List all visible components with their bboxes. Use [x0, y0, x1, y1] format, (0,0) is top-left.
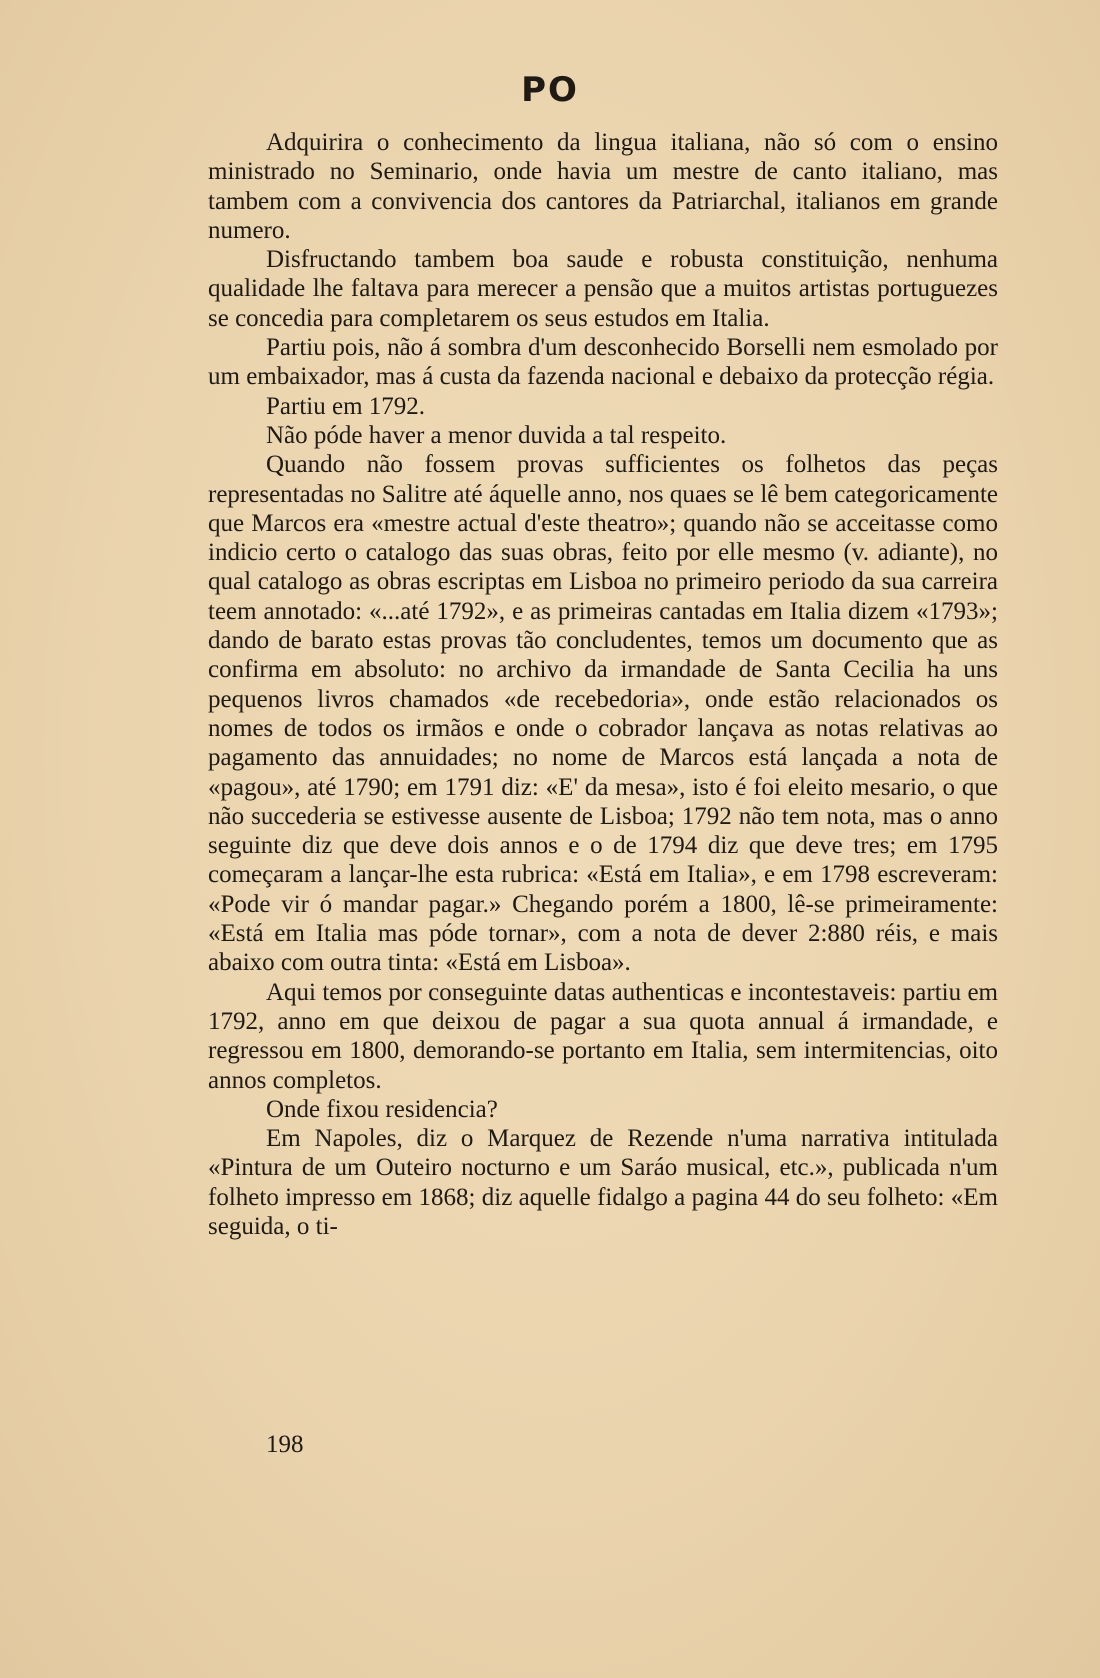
page-number: 198 [266, 1431, 304, 1458]
paragraph: Aqui temos por conseguinte datas authenticas e incontestaveis: partiu em 1792, anno em que deixou de pagar a sua quota annual á irmandade, e regressou em 1800, demorando-se portanto em Italia, sem intermitencias, oito annos completos. [208, 978, 998, 1094]
running-head: PO [521, 70, 579, 110]
paragraph: Não póde haver a menor duvida a tal respeito. [266, 421, 727, 449]
paragraph: Onde fixou residencia? [266, 1095, 498, 1123]
paragraph: Partiu em 1792. [266, 392, 426, 420]
paragraph: Em Napoles, diz o Marquez de Rezende n'uma narrativa intitulada «Pintura de um Outeiro nocturno e um Saráo musical, etc.», publicada n'um folheto impresso em 1868; diz aquelle fidalgo a pagina 44 do seu folheto: «Em seguida, o ti- [208, 1125, 998, 1240]
paragraph: Adquirira o conhecimento da lingua italiana, não só com o ensino ministrado no Seminario, onde havia um mestre de canto italiano, mas tambem com a convivencia dos cantores da Patriarchal, italianos em grande numero. [208, 129, 998, 244]
paragraph: Quando não fossem provas sufficientes os folhetos das peças representadas no Salitre até áquelle anno, nos quaes se lê bem categoricamente que Marcos era «mestre actual d'este theatro»; quando não se acceitasse como indicio certo o catalogo das suas obras, feito por elle mesmo (v. adiante), no qual catalogo as obras escriptas em Lisboa no primeiro periodo da sua carreira teem annotado: «...até 1792», e as primeiras cantadas em Italia dizem «1793»; dando de barato estas provas tão concludentes, temos um documento que as confirma em absoluto: no archivo da irmandade de Santa Cecilia ha uns pequenos livros chamados «de recebedoria», onde estão relacionados os nomes de todos os irmãos e onde o cobrador lançava as notas relativas ao pagamento das annuidades; no nome de Marcos está lançada a nota de «pagou», até 1790; em 1791 diz: «E' da mesa», isto é foi eleito mesario, o que não succederia se estivesse ausente de Lisboa; 1792 não tem nota, mas o anno seguinte diz que deve dois annos e o de 1794 diz que deve tres; em 1795 começaram a lançar-lhe esta rubrica: «Está em Italia», e em 1798 escreveram: «Pode vir ó mandar pagar.» Chegando porém a 1800, lê-se primeiramente: «Está em Italia mas póde tornar», com a nota de dever 2:880 réis, e mais abaixo com outra tinta: «Está em Lisboa». [208, 451, 998, 977]
body-text [208, 128, 998, 1241]
paragraph: Disfructando tambem boa saude e robusta constituição, nenhuma qualidade lhe faltava para merecer a pensão que a muitos artistas portuguezes se concedia para completarem os seus estudos em Italia. [208, 246, 998, 332]
paragraph: Partiu pois, não á sombra d'um desconhecido Borselli nem esmolado por um embaixador, mas á custa da fazenda nacional e debaixo da protecção régia. [208, 334, 998, 391]
